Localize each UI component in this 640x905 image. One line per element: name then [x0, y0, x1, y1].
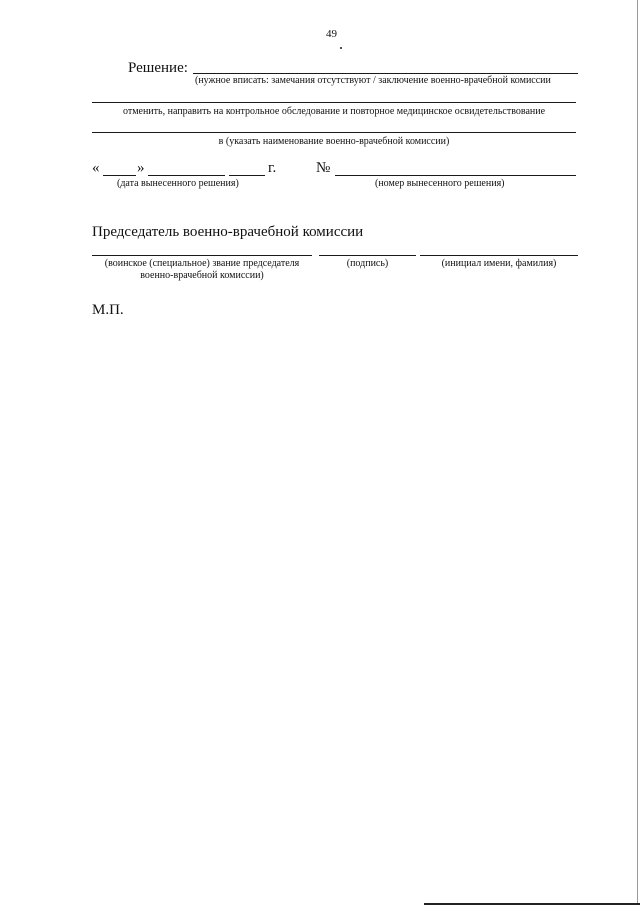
number-caption: (номер вынесенного решения) — [375, 178, 505, 189]
date-year-line — [229, 175, 265, 176]
chairman-rank-caption-2: военно-врачебной комиссии) — [140, 270, 264, 281]
chairman-signature-line — [319, 255, 416, 256]
chairman-rank-caption-1: (воинское (специальное) звание председателя — [104, 258, 300, 269]
page-number: 49 — [326, 28, 337, 40]
date-day-line — [103, 175, 136, 176]
decision-hint-3: в (указать наименование военно-врачебной комиссии) — [218, 136, 450, 147]
decision-hint-2: отменить, направить на контрольное обследование и повторное медицинское освидетельствование — [122, 106, 546, 117]
number-sign: № — [316, 160, 331, 176]
chairman-signature-caption: (подпись) — [346, 258, 389, 269]
decision-label: Решение: — [128, 60, 188, 76]
date-open-quote: « — [92, 160, 100, 176]
decision-line-3 — [92, 132, 576, 133]
decision-hint-1: (нужное вписать: замечания отсутствуют / заключение военно-врачебной комиссии — [195, 75, 551, 86]
scan-edge-right — [637, 0, 638, 905]
decision-line-2 — [92, 102, 576, 103]
number-line — [335, 175, 576, 176]
chairman-name-line — [420, 255, 578, 256]
chairman-rank-line — [92, 255, 312, 256]
stamp-place: М.П. — [92, 302, 124, 318]
date-close-quote: » — [137, 160, 145, 176]
chairman-name-caption: (инициал имени, фамилия) — [441, 258, 557, 269]
date-month-line — [148, 175, 225, 176]
date-year-suffix: г. — [268, 160, 277, 176]
decision-line-1 — [193, 73, 578, 74]
speck-mark — [340, 47, 342, 49]
chairman-title: Председатель военно-врачебной комиссии — [92, 224, 364, 240]
date-caption: (дата вынесенного решения) — [117, 178, 239, 189]
